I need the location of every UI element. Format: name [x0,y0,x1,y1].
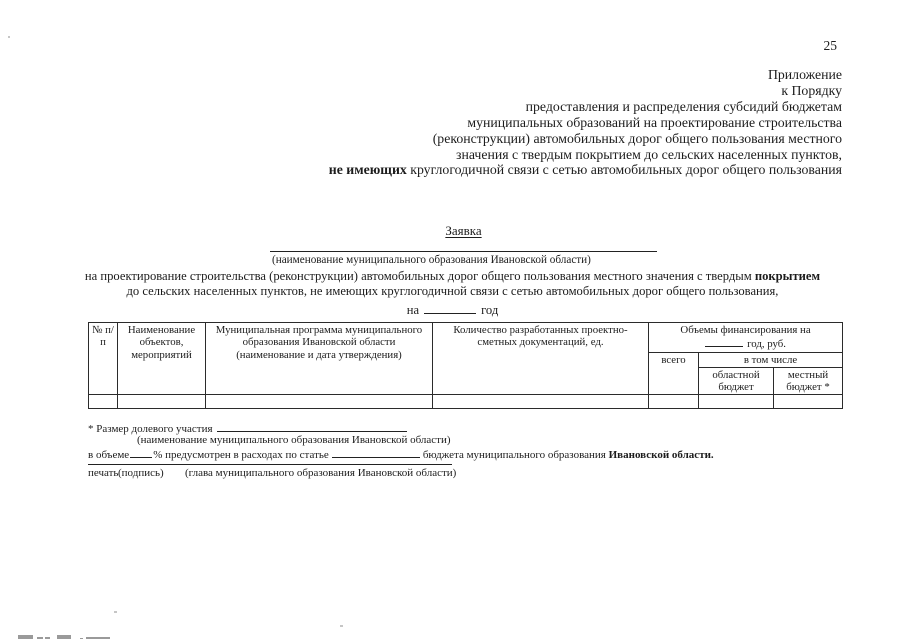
appendix-header [329,67,842,178]
header-line: предоставления и распределения субсидий бюджетам [525,98,842,114]
year-line: на год [406,303,499,318]
page-number: 25 [823,38,837,53]
purpose-line-2: до сельских населенных пунктов, не имеющих круглогодичной связи с сетью автомобильных дорог общего пользования, [126,284,779,299]
header-line: к Порядку [781,82,842,98]
application-table [88,322,843,409]
footnote-volume-line: в объеме % предусмотрен в расходах по статье бюджета муниципального образования Ивановской области. [88,449,714,461]
col-header-count: Количество разработанных проектно-сметных документаций, ед. [433,323,649,395]
footnote-bold-tail: Ивановской области. [608,449,714,461]
scan-artifact [18,635,33,639]
signature-head-label: (глава муниципального образования Ивановской области) [185,467,457,479]
scan-artifact [45,637,50,639]
scan-artifact [86,637,110,639]
municipality-name-caption: (наименование муниципального образования Ивановской области) [272,254,591,266]
purpose-line-1: на проектирование строительства (реконструкции) автомобильных дорог общего пользования местного значения с твердым покрытием [84,269,821,283]
share-blank-field [217,421,407,432]
header-line: (реконструкции) автомобильных дорог общего пользования местного [432,130,842,146]
col-header-objects: Наименование объектов, мероприятий [118,323,206,395]
scan-artifact [57,635,71,639]
scan-artifact [37,637,43,639]
footnote-share-line: * Размер долевого участия [88,421,407,435]
table-cell [699,395,774,409]
header-line-bold: не имеющих [328,162,407,178]
table-row [89,395,843,409]
table-cell [774,395,843,409]
article-blank-field [332,447,420,458]
footnote-share-caption: (наименование муниципального образования Ивановской области) [137,434,451,446]
table-cell [118,395,206,409]
signature-row [88,467,588,481]
col-header-program: Муниципальная программа муниципального образования Ивановской области (наименование и дата утверждения) [206,323,433,395]
signature-blank-line [88,464,452,465]
col-header-including: в том числе [699,352,843,367]
table-cell [649,395,699,409]
financing-year-blank-field [705,336,743,347]
header-line: значения с твердым покрытием до сельских населенных пунктов, [456,146,842,162]
municipality-name-blank-line [270,251,657,252]
col-header-regional-budget: областной бюджет [699,367,774,395]
col-header-num: № п/п [89,323,118,395]
header-line: муниципальных образований на проектирование строительства [467,114,842,130]
percent-blank-field [130,447,152,458]
header-line: не имеющих круглогодичной связи с сетью автомобильных дорог общего пользования [328,162,842,178]
application-title: Заявка [445,223,482,238]
col-header-local-budget: местный бюджет * [774,367,843,395]
financing-year-line: год, руб. [651,336,840,350]
signature-seal-label: печать [88,467,119,479]
scan-artifact [80,638,83,639]
signature-sign-label: (подпись) [118,467,164,479]
table-cell [433,395,649,409]
purpose-line-1-bold: покрытием [754,269,821,283]
col-header-financing: Объемы финансирования на год, руб. [649,323,843,353]
table-cell [206,395,433,409]
scan-artifact [340,625,343,627]
year-blank-field [424,303,476,314]
purpose-paragraph [12,269,893,319]
table-cell [89,395,118,409]
scan-artifact [114,611,117,613]
header-line: Приложение [767,67,842,82]
col-header-total: всего [649,352,699,395]
scan-artifact [8,36,10,38]
